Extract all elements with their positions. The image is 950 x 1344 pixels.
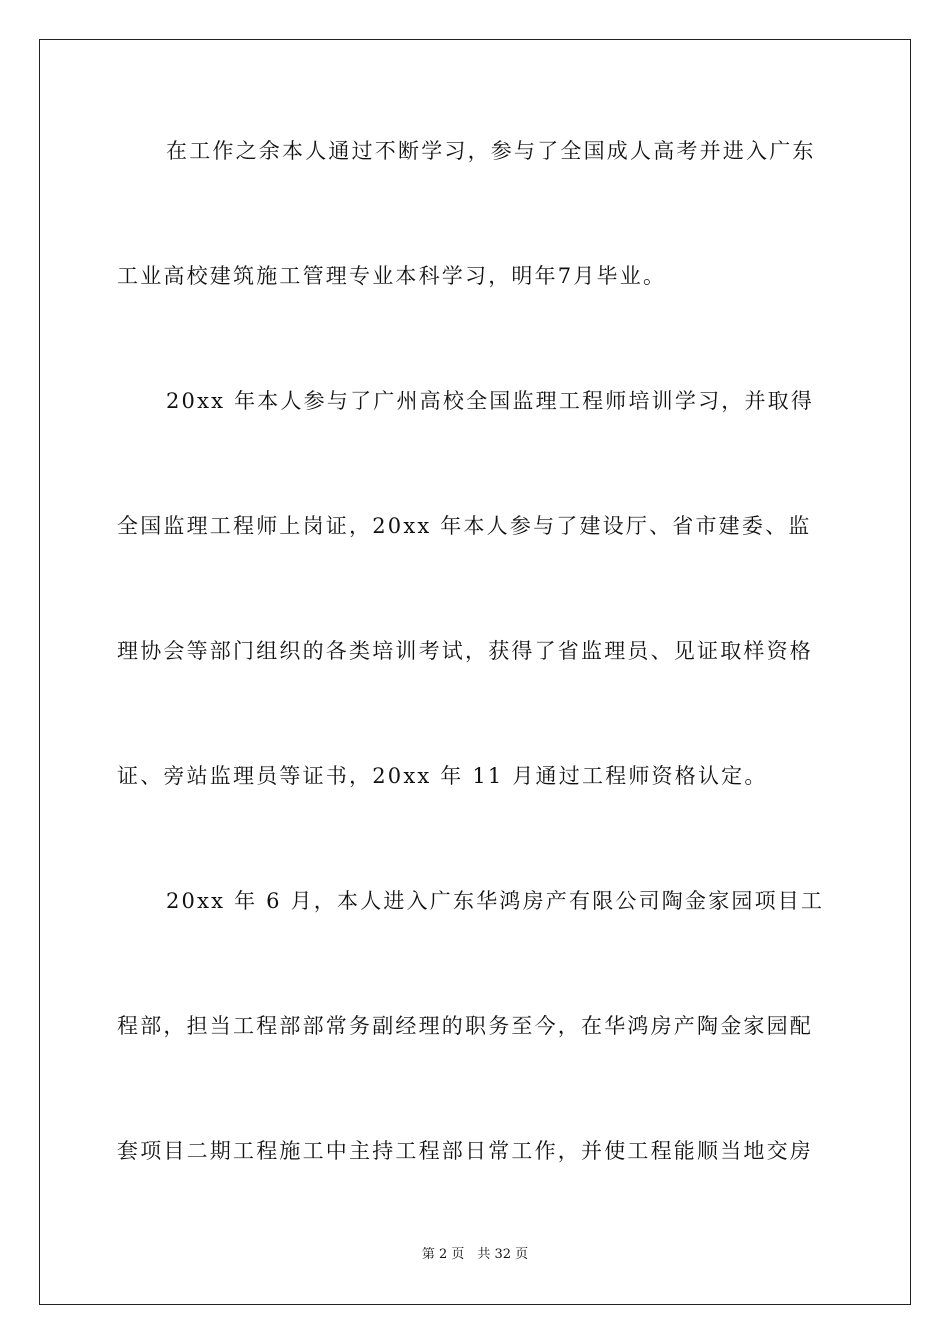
paragraph-3-line-3: 套项目二期工程施工中主持工程部日常工作，并使工程能顺当地交房 <box>117 1139 813 1163</box>
paragraph-2-line-3: 理协会等部门组织的各类培训考试，获得了省监理员、见证取样资格 <box>117 639 813 663</box>
paragraph-2-line-1: 20xx 年本人参与了广州高校全国监理工程师培训学习，并取得 <box>166 389 815 413</box>
paragraph-3-line-2: 程部，担当工程部部常务副经理的职务至今，在华鸿房产陶金家园配 <box>117 1014 813 1038</box>
page-border <box>39 39 911 1305</box>
paragraph-3-line-1: 20xx 年 6 月，本人进入广东华鸿房产有限公司陶金家园项目工 <box>166 889 825 913</box>
paragraph-1-line-2: 工业高校建筑施工管理专业本科学习，明年7月毕业。 <box>117 264 667 288</box>
page-footer: 第 2 页 共 32 页 <box>421 1247 529 1262</box>
paragraph-1-line-1: 在工作之余本人通过不断学习，参与了全国成人高考并进入广东 <box>166 139 816 163</box>
paragraph-2-line-2: 全国监理工程师上岗证，20xx 年本人参与了建设厅、省市建委、监 <box>117 514 812 538</box>
paragraph-2-line-4: 证、旁站监理员等证书，20xx 年 11 月通过工程师资格认定。 <box>117 764 768 788</box>
